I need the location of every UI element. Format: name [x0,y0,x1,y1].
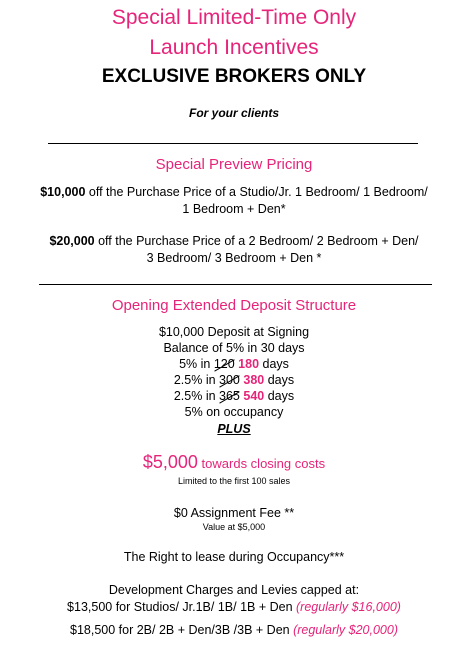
deposit-line-2: Balance of 5% in 30 days [163,341,305,355]
subtitle: For your clients [188,106,280,120]
deposit-line-4 [0,372,468,389]
deposit-line-5-prefix: 2.5% in [173,389,220,403]
deposit-line-4-new-days: 380 [243,373,265,387]
divider-middle [39,284,432,285]
assignment-fee: $0 Assignment Fee ** [173,506,295,520]
headline-line-2: Launch Incentives [149,36,319,59]
deposit-line-3-prefix: 5% in [179,357,214,371]
charges-line-1-text: $13,500 for Studios/ Jr.1B/ 1B/ 1B + Den [67,600,297,614]
deposit-heading: Opening Extended Deposit Structure [111,297,357,314]
lease-right: The Right to lease during Occupancy*** [123,550,345,564]
charges-line-1-regular: (regularly $16,000) [296,600,401,614]
offer-1-line-b: 1 Bedroom + Den* [182,202,286,216]
charges-line-1 [0,599,468,616]
closing-costs-note: Limited to the first 100 sales [177,476,291,486]
offer-2-amount: $20,000 [49,234,95,248]
headline-line-1: Special Limited-Time Only [111,6,357,29]
deposit-line-4-old-days: 300 [219,373,240,387]
closing-costs-line [0,452,468,473]
offer-1-amount: $10,000 [40,185,86,199]
deposit-line-3-old-days: 120 [213,357,235,371]
assignment-fee-note: Value at $5,000 [202,522,266,532]
deposit-line-4-prefix: 2.5% in [173,373,220,387]
divider-top [48,143,418,144]
closing-costs-amount: $5,000 [142,452,198,472]
charges-line-2-regular: (regularly $20,000) [293,623,398,637]
charges-line-2-text: $18,500 for 2B/ 2B + Den/3B /3B + Den [70,623,294,637]
closing-costs-text: towards closing costs [197,456,326,471]
deposit-line-3-new-days: 180 [238,357,260,371]
offer-2-line-b: 3 Bedroom/ 3 Bedroom + Den * [146,251,322,265]
offer-1-text: off the Purchase Price of a Studio/Jr. 1 Bedroom/ 1 Bedroom/ [85,185,428,199]
offer-1-line-a [0,184,468,201]
plus-label [0,421,468,438]
deposit-line-5-suffix: days [264,389,295,403]
offer-2-line-a [0,233,468,250]
deposit-line-3 [0,356,468,373]
charges-line-2 [0,622,468,639]
deposit-line-5 [0,388,468,405]
deposit-line-5-old-days: 365 [219,389,240,403]
deposit-line-5-new-days: 540 [243,389,265,403]
offer-2-text: off the Purchase Price of a 2 Bedroom/ 2 Bedroom + Den/ [94,234,419,248]
headline-line-3: EXCLUSIVE BROKERS ONLY [101,66,367,87]
pricing-heading: Special Preview Pricing [155,156,313,173]
deposit-line-6: 5% on occupancy [184,405,284,419]
plus-text: PLUS [217,422,251,436]
charges-heading: Development Charges and Levies capped at: [108,583,360,597]
deposit-line-1: $10,000 Deposit at Signing [158,325,310,339]
deposit-line-4-suffix: days [264,373,295,387]
deposit-line-3-suffix: days [259,357,289,371]
